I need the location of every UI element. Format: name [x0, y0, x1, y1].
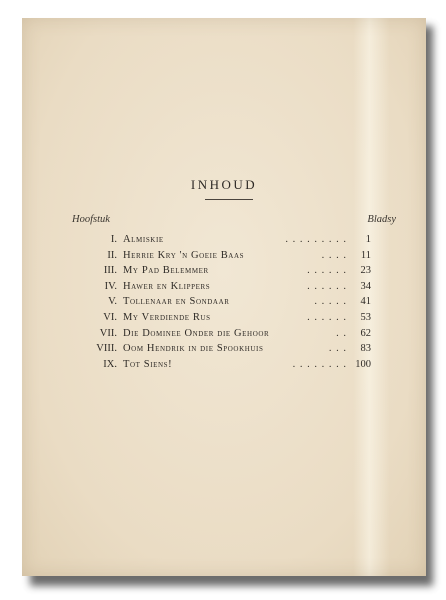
chapter-number: IX.: [103, 358, 117, 370]
page-number: 100: [355, 358, 371, 370]
chapter-title: Oom Hendrik in die Spookhuis: [123, 343, 264, 355]
toc-entry: [60, 281, 371, 297]
page-number: 34: [360, 280, 371, 292]
page-number: 83: [360, 343, 371, 355]
toc-entry: [60, 328, 371, 344]
dot-leader: . .: [336, 327, 347, 339]
page-number: 62: [360, 327, 371, 339]
chapter-title: Tot Siens!: [123, 358, 173, 370]
page-number: 11: [360, 249, 371, 261]
chapter-number: VIII.: [96, 343, 117, 355]
chapter-number: I.: [110, 234, 117, 245]
chapter-title: Herrie Kry 'n Goeie Baas: [123, 249, 245, 261]
page-number: 1: [365, 234, 371, 245]
chapter-title: Hawer en Klippers: [123, 280, 211, 292]
dot-leader: . . . . . .: [307, 265, 347, 277]
table-of-contents: [60, 234, 371, 374]
dot-leader: . . .: [328, 343, 347, 355]
toc-entry: [60, 343, 371, 359]
chapter-number: III.: [103, 265, 117, 277]
chapter-number: IV.: [104, 280, 117, 292]
dot-leader: . . . . . . . . .: [285, 234, 347, 245]
page-title: INHOUD: [190, 177, 258, 192]
toc-entry: [60, 296, 371, 312]
chapter-number: V.: [108, 296, 117, 308]
chapter-title: My Pad Belemmer: [123, 265, 209, 277]
page-number: 53: [360, 311, 371, 323]
dot-leader: . . . . . .: [307, 311, 347, 323]
chapter-column-header: Hoofstuk: [72, 214, 110, 225]
page-number: 23: [360, 265, 371, 277]
chapter-title: Almiskie: [123, 234, 164, 245]
chapter-title: Die Dominee Onder die Gehoor: [123, 327, 270, 339]
chapter-title: Tollenaar en Sondaar: [123, 296, 230, 308]
dot-leader: . . . . . . . .: [292, 358, 347, 370]
toc-entry: [60, 250, 371, 266]
title-underline: [205, 199, 253, 200]
chapter-number: VII.: [99, 327, 117, 339]
toc-entry: [60, 359, 371, 375]
chapter-number: VI.: [103, 311, 117, 323]
page-number: 41: [360, 296, 371, 308]
book-page: [22, 18, 426, 576]
toc-entry: [60, 265, 371, 281]
chapter-title: My Verdiende Rus: [123, 311, 211, 323]
dot-leader: . . . .: [321, 249, 347, 261]
page-column-header: Bladsy: [367, 214, 396, 225]
dot-leader: . . . . .: [314, 296, 347, 308]
toc-entry: [60, 312, 371, 328]
chapter-number: II.: [107, 249, 117, 261]
dot-leader: . . . . . .: [307, 280, 347, 292]
toc-entry: [60, 234, 371, 250]
